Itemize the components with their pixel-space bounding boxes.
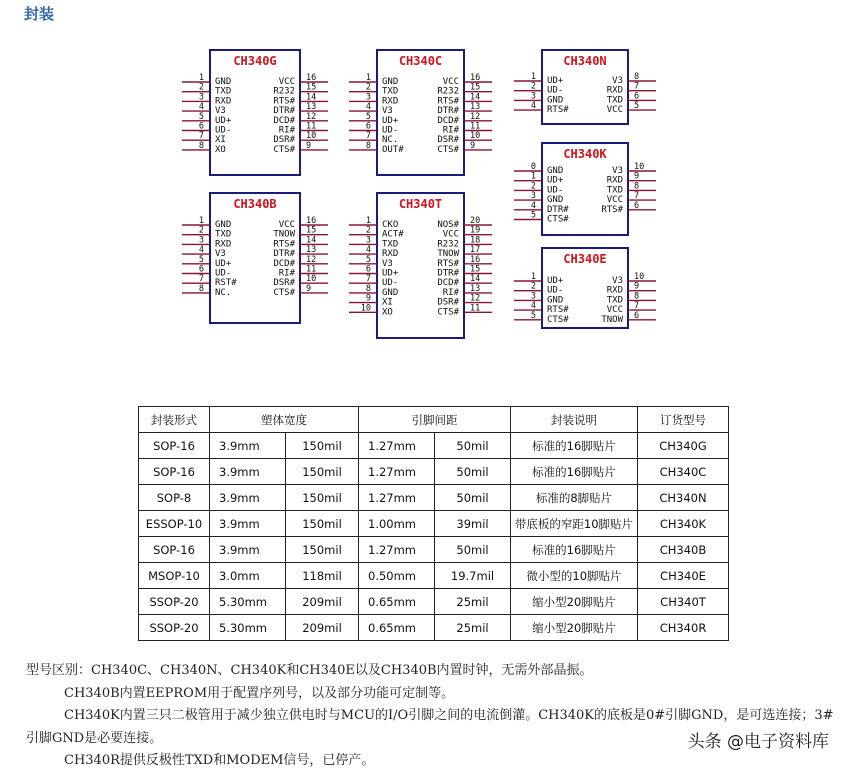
pin-label: DSR# [273,135,295,146]
pin-number: 2 [530,181,536,192]
pin-label: UD+ [215,115,232,126]
pin-label: CTS# [437,307,459,318]
pin-number: 10 [360,303,371,314]
pin-number: 2 [530,81,536,92]
chip-ch340g [182,50,328,175]
table-row [139,615,729,641]
header-package-type: 封装形式 [139,407,210,433]
pin-label: V3 [612,276,623,286]
chip-name: CH340C [398,54,443,68]
table-cell: 1.27mm [359,485,435,511]
pin-label: UD+ [215,258,232,269]
pin-label: V3 [382,258,393,269]
pin-number: 1 [198,73,204,83]
pin-number: 15 [306,225,317,236]
pin-label: GND [215,77,232,87]
table-cell: 25mil [435,615,511,641]
pin-number: 9 [365,293,371,304]
table-cell: CH340K [638,511,729,537]
pin-number: 8 [198,283,204,294]
pin-label: VCC [278,77,295,87]
pin-number: 9 [634,171,640,182]
pin-number: 8 [365,140,371,151]
pin-number: 5 [198,254,204,265]
pin-label: RXD [606,85,623,96]
pin-label: RTS# [437,96,459,107]
pin-number: 16 [306,216,317,226]
pin-number: 6 [634,310,640,321]
pin-label: V3 [215,249,226,260]
pin-number: 15 [470,82,481,93]
pin-label: ACT# [382,229,404,240]
table-cell: 5.30mm [210,589,286,615]
pin-label: UD+ [547,76,564,86]
pin-label: DSR# [273,278,295,289]
pin-number: 1 [530,72,536,82]
pin-number: 8 [634,72,640,82]
table-cell: 0.50mm [359,563,435,589]
table-cell: 1.27mm [359,459,435,485]
pin-number: 9 [470,140,476,151]
pin-number: 0 [530,162,536,172]
pin-number: 3 [530,191,536,202]
pin-number: 13 [470,102,481,113]
table-row [139,537,729,563]
table-cell: 3.0mm [210,563,286,589]
pin-number: 7 [634,81,640,92]
table-cell: 3.9mm [210,511,286,537]
pin-label: V3 [612,76,623,86]
pin-number: 12 [306,254,317,265]
pin-number: 13 [306,245,317,256]
package-table [138,406,729,641]
pin-label: GND [547,295,564,306]
table-row [139,511,729,537]
pin-number: 4 [530,200,536,211]
header-pin-pitch: 引脚间距 [359,407,511,433]
pin-number: 2 [365,225,371,236]
pin-number: 3 [365,92,371,103]
pin-number: 8 [198,140,204,151]
pin-label: UD- [547,285,564,296]
pin-number: 11 [306,121,317,132]
pin-number: 5 [365,254,371,265]
chip-ch340n [514,50,656,124]
pin-label: TXD [382,86,399,97]
pin-label: DTR# [273,106,295,117]
pin-label: RTS# [273,239,295,250]
chip-ch340c [349,50,492,175]
pin-number: 1 [365,216,371,226]
pin-label: XI [215,135,226,146]
pin-label: NC. [382,135,399,146]
table-cell: 209mil [286,615,359,641]
pin-number: 6 [198,121,204,132]
pin-label: XI [382,297,393,308]
pin-number: 7 [198,131,204,142]
table-cell: SOP-16 [139,459,210,485]
table-cell: 150mil [286,459,359,485]
pin-label: GND [382,287,399,298]
pin-label: CTS# [547,214,569,225]
pin-number: 5 [530,210,536,221]
pin-label: TXD [606,295,623,306]
pin-number: 6 [365,264,371,275]
table-cell: CH340T [638,589,729,615]
pin-label: NOS# [437,220,459,230]
table-cell: 25mil [435,589,511,615]
table-cell: SOP-8 [139,485,210,511]
page-title: 封装 [24,5,55,23]
pin-number: 7 [365,274,371,285]
pin-number: 14 [306,92,317,103]
header-body-width: 塑体宽度 [210,407,359,433]
pin-number: 6 [198,264,204,275]
pin-label: CTS# [273,287,295,298]
table-cell: 50mil [435,433,511,459]
table-cell: CH340B [638,537,729,563]
pin-label: VCC [606,105,623,116]
pin-number: 2 [530,281,536,292]
pin-number: 13 [306,102,317,113]
table-cell: 19.7mil [435,563,511,589]
table-cell: 150mil [286,511,359,537]
pin-label: TXD [606,185,623,196]
pin-number: 11 [470,303,481,314]
table-cell: CH340C [638,459,729,485]
pin-label: RXD [606,285,623,296]
table-cell: ESSOP-10 [139,511,210,537]
pin-label: V3 [215,106,226,117]
table-row [139,589,729,615]
pin-label: DTR# [437,106,459,117]
table-cell: 缩小型20脚贴片 [511,615,638,641]
chip-name: CH340N [563,54,607,68]
table-cell: 5.30mm [210,615,286,641]
table-cell: CH340N [638,485,729,511]
watermark: 头条 @电子资料库 [684,725,833,754]
pin-number: 14 [306,235,317,246]
pin-number: 5 [365,111,371,122]
pin-label: RI# [278,125,295,136]
pin-label: TNOW [601,314,623,325]
pin-number: 5 [634,101,640,112]
pin-number: 8 [634,181,640,192]
chip-name: CH340E [563,252,607,266]
pin-number: 7 [365,131,371,142]
pin-label: RST# [215,278,237,289]
pin-label: DTR# [547,204,569,215]
pin-label: DCD# [437,278,459,289]
pin-label: VCC [442,229,459,240]
table-cell: MSOP-10 [139,563,210,589]
pin-number: 10 [634,162,645,172]
pin-number: 16 [470,254,481,265]
pin-label: GND [547,166,564,176]
table-header-row [139,407,729,433]
table-cell: 标准的16脚贴片 [511,537,638,563]
table-cell: 标准的8脚贴片 [511,485,638,511]
pin-label: TXD [606,95,623,106]
chip-name: CH340G [233,54,277,68]
pin-label: CTS# [547,314,569,325]
table-cell: 缩小型20脚贴片 [511,589,638,615]
pin-number: 1 [530,272,536,282]
pin-label: RTS# [547,305,569,316]
pin-number: 4 [198,245,204,256]
chip-ch340t [349,193,492,338]
chip-ch340e [514,248,656,328]
pin-number: 2 [198,82,204,93]
pin-label: R232 [273,86,295,97]
pin-number: 3 [198,235,204,246]
table-cell: 1.27mm [359,433,435,459]
note-line: 型号区别：CH340C、CH340N、CH340K和CH340E以及CH340B内置时钟，无需外部晶振。 [26,663,593,678]
pin-label: TNOW [437,249,459,260]
pin-label: TXD [215,229,232,240]
table-cell: SSOP-20 [139,589,210,615]
pin-label: GND [547,195,564,206]
pin-label: RXD [606,175,623,186]
pin-label: DTR# [273,249,295,260]
pin-number: 3 [198,92,204,103]
pin-number: 2 [198,225,204,236]
table-row [139,433,729,459]
table-cell: 3.9mm [210,459,286,485]
pin-label: TXD [215,86,232,97]
chip-name: CH340B [233,197,277,211]
pin-number: 13 [470,283,481,294]
pin-label: UD- [547,85,564,96]
table-cell: SOP-16 [139,537,210,563]
pin-number: 3 [365,235,371,246]
pin-number: 12 [306,111,317,122]
table-cell: 39mil [435,511,511,537]
table-cell: CH340R [638,615,729,641]
pin-label: UD- [382,125,399,136]
pin-label: XO [215,144,226,155]
pin-label: GND [547,95,564,106]
pin-label: UD- [215,125,232,136]
table-cell: 标准的16脚贴片 [511,459,638,485]
pin-label: R232 [437,86,459,97]
pin-label: RXD [215,96,232,107]
pin-label: UD+ [382,115,399,126]
pin-label: UD+ [382,268,399,279]
pin-number: 14 [470,274,481,285]
table-cell: 150mil [286,537,359,563]
pin-label: RI# [278,268,295,279]
pin-number: 7 [198,274,204,285]
table-cell: 0.65mm [359,615,435,641]
pin-number: 10 [306,274,317,285]
pin-number: 6 [634,91,640,102]
table-cell: SSOP-20 [139,615,210,641]
pin-number: 4 [530,301,536,312]
pin-number: 7 [634,191,640,202]
table-cell: 150mil [286,433,359,459]
pin-label: V3 [612,166,623,176]
pin-number: 1 [530,171,536,182]
pin-number: 4 [530,101,536,112]
table-cell: 0.65mm [359,589,435,615]
pin-number: 7 [634,301,640,312]
pin-number: 4 [198,102,204,113]
table-row [139,485,729,511]
pin-label: DCD# [273,258,295,269]
pin-number: 15 [306,82,317,93]
pin-label: CKO [382,220,399,230]
pin-label: GND [382,77,399,87]
pin-number: 5 [198,111,204,122]
pin-number: 10 [470,131,481,142]
pin-label: DTR# [437,268,459,279]
pin-label: VCC [606,195,623,206]
chip-name: CH340K [563,147,607,161]
table-cell: SOP-16 [139,433,210,459]
pin-label: RI# [442,125,459,136]
pin-label: RTS# [437,258,459,269]
pin-label: UD- [382,278,399,289]
chip-name: CH340T [398,197,443,211]
pin-number: 8 [365,283,371,294]
pin-number: 17 [470,245,481,256]
pin-label: UD+ [547,175,564,186]
note-line: CH340R提供反极性TXD和MODEM信号，已停产。 [64,753,375,768]
pin-number: 9 [634,281,640,292]
pin-label: CTS# [273,144,295,155]
table-cell: 50mil [435,537,511,563]
pin-label: XO [382,307,393,318]
table-cell: CH340E [638,563,729,589]
pin-number: 12 [470,293,481,304]
pin-number: 19 [470,225,481,236]
pin-label: NC. [215,287,232,298]
table-cell: CH340G [638,433,729,459]
table-cell: 3.9mm [210,537,286,563]
table-cell: 微小型的10脚贴片 [511,563,638,589]
table-row [139,459,729,485]
pin-number: 10 [634,272,645,282]
chip-ch340k [514,143,656,235]
pin-label: VCC [606,305,623,316]
pin-number: 4 [365,102,371,113]
pin-label: RXD [215,239,232,250]
pin-label: RXD [382,249,399,260]
pin-number: 11 [470,121,481,132]
pin-number: 8 [634,291,640,302]
pin-label: RTS# [273,96,295,107]
pin-number: 1 [198,216,204,226]
pin-number: 5 [530,310,536,321]
pin-number: 4 [365,245,371,256]
pin-label: TXD [382,239,399,250]
pin-number: 12 [470,111,481,122]
pin-number: 9 [306,283,312,294]
table-cell: 209mil [286,589,359,615]
pin-label: UD- [547,185,564,196]
table-cell: 3.9mm [210,485,286,511]
pin-label: UD+ [547,276,564,286]
table-row [139,563,729,589]
pin-label: DCD# [273,115,295,126]
pin-label: VCC [442,77,459,87]
table-cell: 50mil [435,459,511,485]
table-cell: 118mil [286,563,359,589]
pin-number: 9 [306,140,312,151]
pin-number: 10 [306,131,317,142]
pin-number: 6 [365,121,371,132]
pin-label: UD- [215,268,232,279]
pin-number: 16 [470,73,481,83]
table-cell: 1.00mm [359,511,435,537]
pin-label: RTS# [547,105,569,116]
pin-label: DCD# [437,115,459,126]
note-line: CH340K内置三只二极管用于减少独立供电时与MCU的I/O引脚之间的电流倒灌。CH340K的底板是0#引脚GND，是可选连接；3#引脚GND是必要连接。 [26,708,834,746]
table-cell: 150mil [286,485,359,511]
pin-label: V3 [382,106,393,117]
pin-number: 3 [530,91,536,102]
pin-number: 15 [470,264,481,275]
note-line: CH340B内置EEPROM用于配置序列号，以及部分功能可定制等。 [64,685,455,701]
pin-number: 2 [365,82,371,93]
table-cell: 1.27mm [359,537,435,563]
pin-number: 14 [470,92,481,103]
pin-number: 11 [306,264,317,275]
pin-label: DSR# [437,135,459,146]
model-notes [26,660,841,773]
pin-label: RXD [382,96,399,107]
pin-label: OUT# [382,144,404,155]
pin-label: TNOW [273,229,295,240]
pin-label: DSR# [437,297,459,308]
pin-label: CTS# [437,144,459,155]
pin-label: RI# [442,287,459,298]
pin-number: 6 [634,200,640,211]
chip-ch340b [182,193,328,323]
header-order-model: 订货型号 [638,407,729,433]
pin-label: VCC [278,220,295,230]
pin-label: GND [215,220,232,230]
pin-number: 18 [470,235,481,246]
table-cell: 50mil [435,485,511,511]
table-cell: 3.9mm [210,433,286,459]
header-package-desc: 封装说明 [511,407,638,433]
pin-label: R232 [437,239,459,250]
table-cell: 带底板的窄距10脚贴片 [511,511,638,537]
pin-number: 1 [365,73,371,83]
table-cell: 标准的16脚贴片 [511,433,638,459]
pin-number: 16 [306,73,317,83]
pin-label: RTS# [601,204,623,215]
pin-number: 20 [470,216,481,226]
pin-number: 3 [530,291,536,302]
